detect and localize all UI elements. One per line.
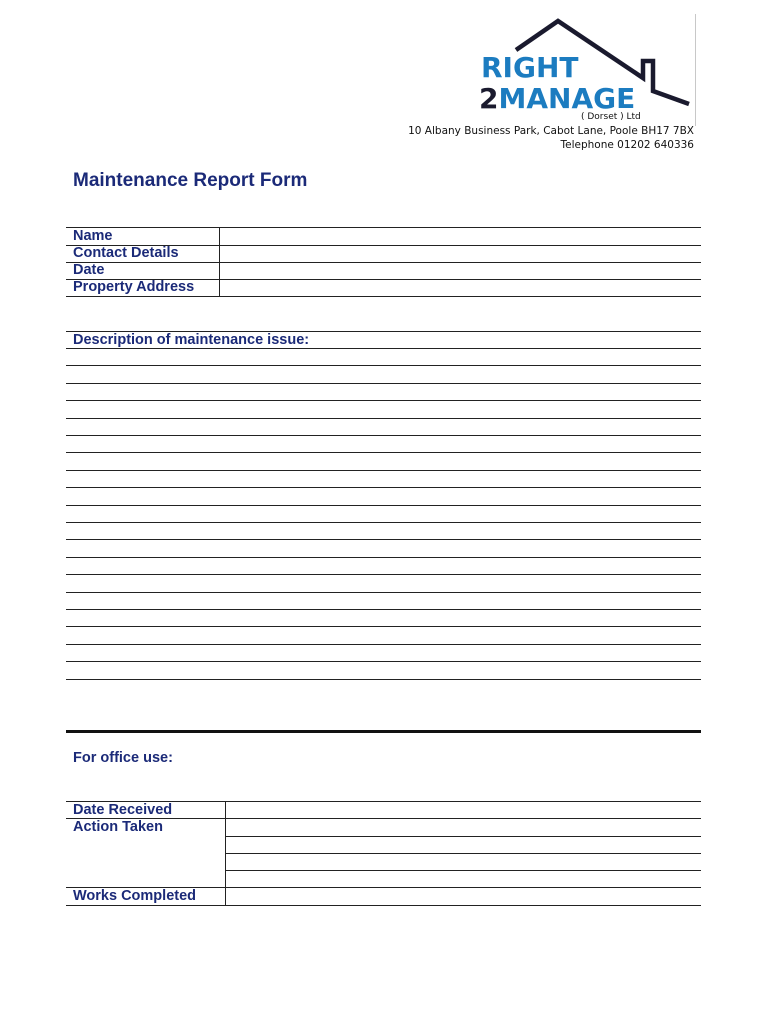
description-ruled-line [66,435,701,436]
description-ruled-line [66,487,701,488]
office-table-bottom-border [66,905,701,906]
contact-details-label: Contact Details [73,245,179,261]
svg-text:2MANAGE [479,82,635,115]
company-telephone: Telephone 01202 640336 [560,139,694,151]
description-ruled-line [66,522,701,523]
description-ruled-line [66,505,701,506]
office-use-heading: For office use: [73,750,173,766]
name-label: Name [73,228,113,244]
form-title: Maintenance Report Form [73,170,308,191]
description-ruled-line [66,574,701,575]
date-field[interactable] [220,263,701,279]
description-ruled-line [66,661,701,662]
description-ruled-line [66,539,701,540]
name-field[interactable] [220,228,701,245]
description-ruled-line [66,592,701,593]
property-address-field[interactable] [220,280,701,296]
description-ruled-line [66,609,701,610]
company-address: 10 Albany Business Park, Cabot Lane, Poole BH17 7BX [408,125,694,137]
description-ruled-line [66,400,701,401]
description-label: Description of maintenance issue: [73,332,310,348]
property-address-label: Property Address [73,279,195,295]
contact-details-field[interactable] [220,246,701,262]
action-taken-field[interactable] [226,819,701,887]
logo-word-manage: MANAGE [498,82,636,115]
description-ruled-line [66,644,701,645]
date-received-field[interactable] [226,802,701,818]
description-ruled-line [66,626,701,627]
description-ruled-line [66,452,701,453]
description-ruled-line [66,679,701,680]
logo-divider [695,14,696,126]
works-completed-label: Works Completed [73,888,197,904]
details-table-bottom-border [66,296,701,297]
logo-number-2: 2 [479,82,499,115]
action-taken-label: Action Taken [73,819,163,835]
description-ruled-line [66,383,701,384]
office-use-separator [66,730,701,733]
date-received-label: Date Received [73,802,173,818]
company-logo [478,14,700,126]
date-label: Date [73,262,105,278]
description-ruled-line [66,365,701,366]
description-ruled-line [66,557,701,558]
description-ruled-line [66,470,701,471]
description-ruled-line [66,418,701,419]
works-completed-field[interactable] [226,888,701,905]
description-ruled-line [66,348,701,349]
logo-suffix: ( Dorset ) Ltd [581,112,641,122]
description-field[interactable] [66,349,701,679]
logo-word-right: RIGHT [481,51,579,84]
